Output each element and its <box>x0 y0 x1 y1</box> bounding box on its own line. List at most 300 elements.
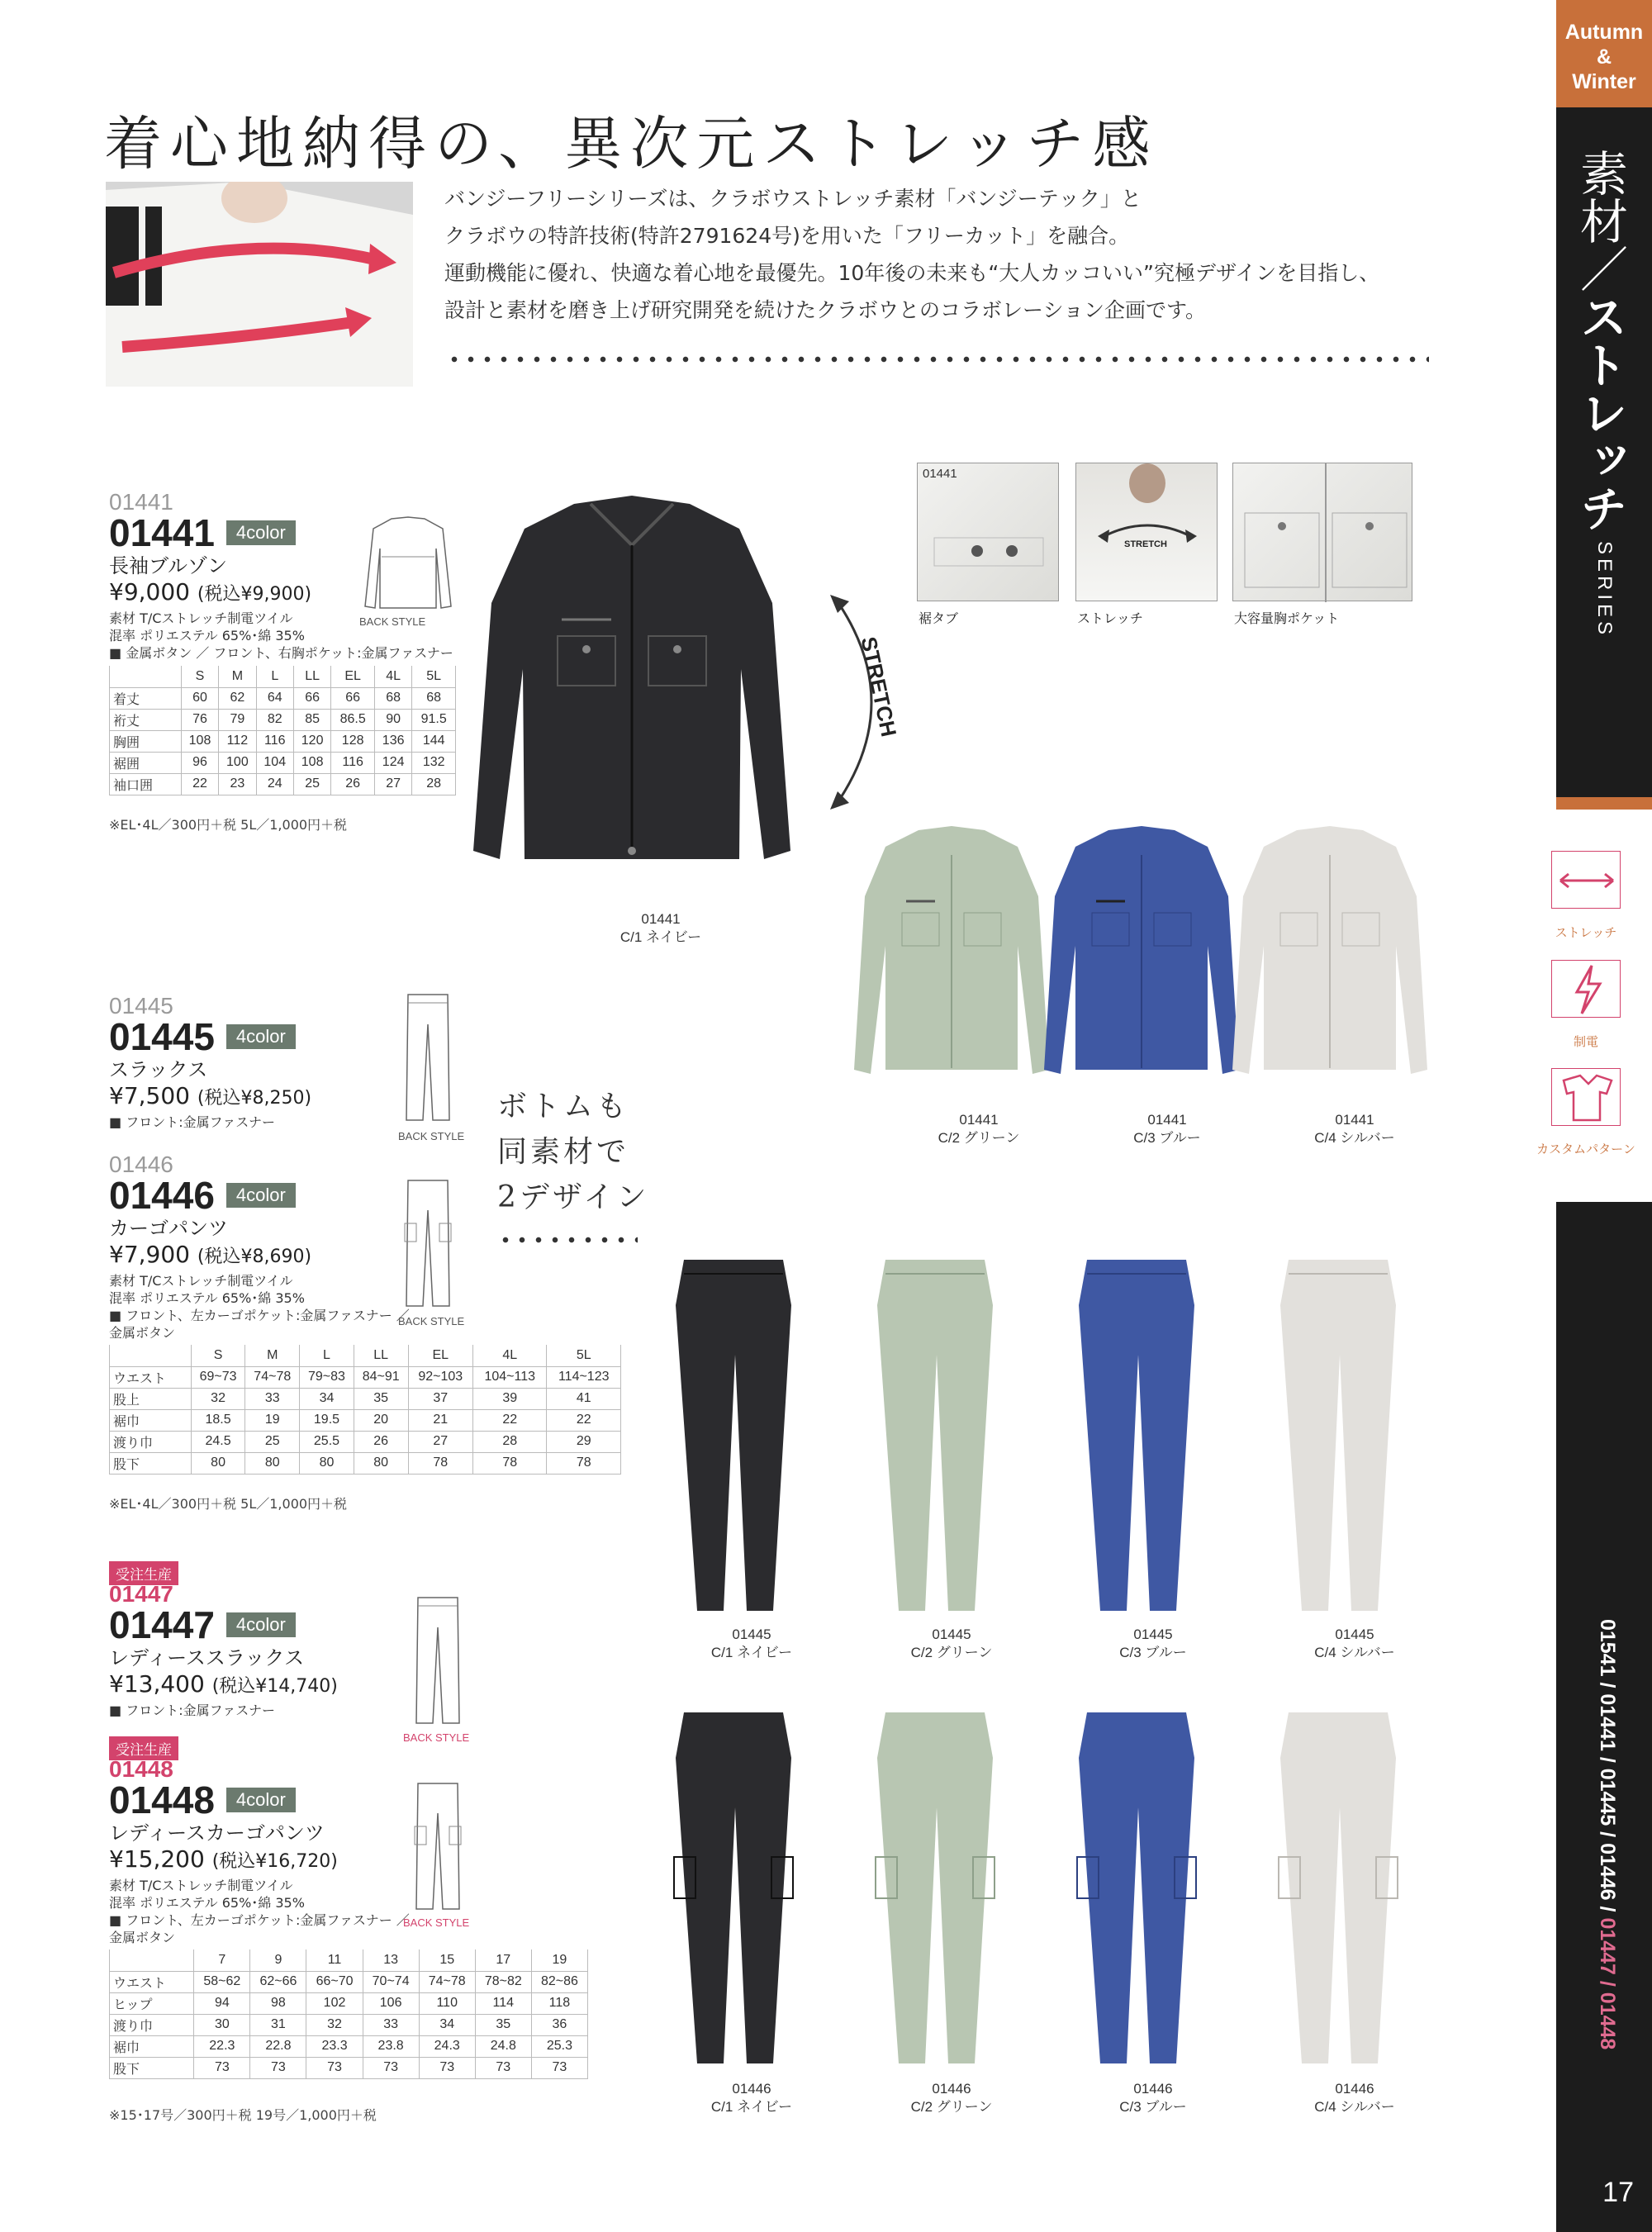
size-col-header: L <box>256 666 293 687</box>
row-header: 袖口囲 <box>110 773 182 795</box>
cargo-navy-color: C/1 ネイビー <box>710 2099 793 2115</box>
antistatic-icon <box>1551 960 1621 1018</box>
cell: 62~66 <box>250 1971 306 1992</box>
row-header: ヒップ <box>110 1992 194 2014</box>
slacks-silver-caption <box>1272 1626 1437 1662</box>
intro-dot-divider <box>446 355 1429 363</box>
table-row <box>110 1366 621 1388</box>
series-codes: 01541 / 01441 / 01445 / 01446 / <box>1596 1619 1619 1918</box>
p01447-price-tax: (税込¥14,740) <box>211 1676 338 1697</box>
p01446-spec-hardware-cont: 金属ボタン <box>109 1325 176 1341</box>
size-col-header: EL <box>331 666 375 687</box>
p01448-spec-hardware: ■ フロント、左カーゴポケット:金属ファスナー ／ <box>109 1912 410 1928</box>
p01441-price: ¥9,000 <box>109 578 190 605</box>
detail-photo-stretch-text: STRETCH <box>1124 539 1167 549</box>
cell: 85 <box>293 709 330 730</box>
custom-pattern-icon-label: カスタムパターン <box>1536 1142 1635 1156</box>
series-band <box>1556 107 1652 810</box>
row-header: 着丈 <box>110 687 182 709</box>
detail-photo-code: 01441 <box>923 467 957 481</box>
size-col-header <box>110 666 182 687</box>
row-header: 裾巾 <box>110 1409 192 1431</box>
p01447-code-small: 01447 <box>109 1581 173 1607</box>
cargo-navy-caption <box>669 2080 834 2116</box>
cell: 102 <box>306 1992 363 2014</box>
cell: 66 <box>293 687 330 709</box>
cell: 28 <box>412 773 456 795</box>
cell: 120 <box>293 730 330 752</box>
p01445-colors-badge: 4color <box>226 1024 296 1049</box>
size-col-header: S <box>191 1345 245 1366</box>
p01441-spec-material: 素材 T/Cストレッチ制電ツイル <box>109 610 293 626</box>
p01446-spec-hardware: ■ フロント、左カーゴポケット:金属ファスナー ／ <box>109 1308 410 1323</box>
cell: 70~74 <box>363 1971 419 1992</box>
cargo-green-caption <box>869 2080 1034 2116</box>
cell: 41 <box>547 1388 621 1409</box>
p01441-back-style-label: BACK STYLE <box>359 615 426 628</box>
size-col-header: 17 <box>475 1949 531 1971</box>
p01448-back-style-drawing <box>413 1780 463 1912</box>
size-col-header: LL <box>354 1345 408 1366</box>
p01445-price-tax: (税込¥8,250) <box>197 1088 312 1109</box>
table-row <box>110 730 456 752</box>
cell: 106 <box>363 1992 419 2014</box>
cell: 30 <box>194 2014 250 2035</box>
cell: 91.5 <box>412 709 456 730</box>
slacks-silver-color: C/4 シルバー <box>1314 1645 1395 1660</box>
cell: 100 <box>219 752 256 773</box>
cargo-silver-color: C/4 シルバー <box>1314 2099 1395 2115</box>
size-col-header <box>110 1949 194 1971</box>
p01441-name: 長袖ブルゾン <box>109 554 228 577</box>
detail-photo-chest-pocket <box>1232 463 1412 601</box>
jacket-main-illustration <box>467 487 797 917</box>
table-row <box>110 1431 621 1452</box>
stretch-arc-label: STRETCH <box>856 634 902 739</box>
slacks-silver-illustration <box>1272 1256 1404 1619</box>
row-header: 渡り巾 <box>110 2014 194 2035</box>
cargo-silver-code: 01446 <box>1335 2081 1374 2097</box>
cell: 25 <box>293 773 330 795</box>
p01446-back-style-drawing <box>403 1177 453 1309</box>
p01448-price: ¥15,200 <box>109 1845 205 1873</box>
size-col-header <box>110 1345 192 1366</box>
cell: 27 <box>408 1431 472 1452</box>
cell: 27 <box>374 773 411 795</box>
cell: 76 <box>181 709 218 730</box>
cell: 58~62 <box>194 1971 250 1992</box>
cell: 108 <box>181 730 218 752</box>
season-line-2: & <box>1596 45 1612 69</box>
cell: 128 <box>331 730 375 752</box>
cell: 73 <box>531 2057 587 2078</box>
cargo-green-illustration <box>869 1708 1001 2072</box>
cell: 24.8 <box>475 2035 531 2057</box>
row-header: ウエスト <box>110 1366 192 1388</box>
slacks-green-code: 01445 <box>932 1627 971 1642</box>
bottom-callout-line-2: 同素材で <box>497 1135 630 1169</box>
cell: 25.3 <box>531 2035 587 2057</box>
p01446-name: カーゴパンツ <box>109 1217 228 1240</box>
p01445-name: スラックス <box>109 1058 208 1081</box>
cargo-navy-illustration <box>667 1708 800 2072</box>
p01448-colors-badge: 4color <box>226 1788 296 1812</box>
jacket-green-code: 01441 <box>959 1112 999 1128</box>
cell: 34 <box>300 1388 354 1409</box>
cell: 33 <box>363 2014 419 2035</box>
p01441-price-tax: (税込¥9,900) <box>197 584 312 605</box>
p01447-spec-front: ■ フロント:金属ファスナー <box>109 1702 275 1718</box>
size-col-header: EL <box>408 1345 472 1366</box>
cell: 80 <box>191 1452 245 1474</box>
intro-line-1: バンジーフリーシリーズは、クラボウストレッチ素材「バンジーテック」と <box>444 187 1142 211</box>
cell: 90 <box>374 709 411 730</box>
jacket-blue-code: 01441 <box>1147 1112 1187 1128</box>
headline: 着心地納得の、異次元ストレッチ感 <box>104 110 1159 178</box>
slacks-blue-color: C/3 ブルー <box>1119 1645 1187 1660</box>
p01446-size-table <box>109 1345 621 1475</box>
row-header: 股上 <box>110 1388 192 1409</box>
cell: 69~73 <box>191 1366 245 1388</box>
cell: 73 <box>419 2057 475 2078</box>
detail-caption-chest-pocket: 大容量胸ポケット <box>1234 610 1340 626</box>
cell: 37 <box>408 1388 472 1409</box>
size-col-header: 11 <box>306 1949 363 1971</box>
cell: 79~83 <box>300 1366 354 1388</box>
cell: 73 <box>475 2057 531 2078</box>
p01448-spec-material: 素材 T/Cストレッチ制電ツイル <box>109 1878 293 1893</box>
stretch-demo-photo <box>106 182 413 387</box>
size-col-header: 13 <box>363 1949 419 1971</box>
cargo-green-code: 01446 <box>932 2081 971 2097</box>
size-col-header: M <box>245 1345 300 1366</box>
jacket-main-code: 01441 <box>641 911 681 927</box>
slacks-blue-illustration <box>1070 1256 1203 1619</box>
detail-caption-stretch: ストレッチ <box>1077 610 1143 626</box>
cell: 74~78 <box>419 1971 475 1992</box>
series-title-part1: 素材／ <box>1572 149 1628 292</box>
p01441-size-table <box>109 666 456 795</box>
p01441-price-line <box>109 578 311 605</box>
p01447-back-style-drawing <box>413 1594 463 1726</box>
jacket-green-illustration <box>852 822 1051 1103</box>
cell: 35 <box>475 2014 531 2035</box>
cell: 110 <box>419 1992 475 2014</box>
p01441-code-small: 01441 <box>109 489 173 515</box>
p01441-size-note: ※EL･4L／300円＋税 5L／1,000円＋税 <box>109 817 348 833</box>
slacks-silver-code: 01445 <box>1335 1627 1374 1642</box>
jacket-green-color: C/2 グリーン <box>938 1130 1020 1146</box>
p01446-specs <box>109 1272 410 1342</box>
cell: 39 <box>472 1388 546 1409</box>
p01447-made-to-order-tag: 受注生産 <box>109 1561 178 1585</box>
cell: 22.8 <box>250 2035 306 2057</box>
stretch-icon <box>1551 851 1621 909</box>
cell: 98 <box>250 1992 306 2014</box>
cell: 32 <box>306 2014 363 2035</box>
cell: 80 <box>300 1452 354 1474</box>
codes-band <box>1556 1202 1652 2232</box>
p01445-heading <box>109 1014 296 1059</box>
cell: 62 <box>219 687 256 709</box>
p01446-colors-badge: 4color <box>226 1183 296 1208</box>
intro-line-4: 設計と素材を磨き上げ研究開発を続けたクラボウとのコラボレーション企画です。 <box>444 298 1207 322</box>
table-row <box>110 1388 621 1409</box>
cargo-blue-color: C/3 ブルー <box>1119 2099 1187 2115</box>
jacket-blue-color: C/3 ブルー <box>1133 1130 1201 1146</box>
cell: 116 <box>331 752 375 773</box>
cell: 68 <box>412 687 456 709</box>
stretch-demo-illustration <box>106 182 413 387</box>
cargo-blue-code: 01446 <box>1133 2081 1173 2097</box>
cell: 28 <box>472 1431 546 1452</box>
cell: 136 <box>374 730 411 752</box>
table-row <box>110 687 456 709</box>
cell: 64 <box>256 687 293 709</box>
slacks-navy-illustration <box>667 1256 800 1619</box>
row-header: 渡り巾 <box>110 1431 192 1452</box>
p01448-made-to-order-tag: 受注生産 <box>109 1736 178 1760</box>
slacks-navy-caption <box>669 1626 834 1662</box>
size-col-header: 4L <box>374 666 411 687</box>
size-col-header: LL <box>293 666 330 687</box>
cell: 73 <box>250 2057 306 2078</box>
table-row <box>110 1992 588 2014</box>
jacket-blue-caption <box>1085 1111 1250 1147</box>
detail-photo-hem-tab <box>917 463 1059 601</box>
series-label: SERIES <box>1593 541 1616 639</box>
table-row <box>110 773 456 795</box>
row-header: 裄丈 <box>110 709 182 730</box>
p01448-size-note: ※15･17号／300円＋税 19号／1,000円＋税 <box>109 2107 377 2123</box>
row-header: 股下 <box>110 2057 194 2078</box>
p01447-code: 01447 <box>109 1603 215 1646</box>
p01441-code: 01441 <box>109 511 215 554</box>
p01447-price: ¥13,400 <box>109 1670 205 1698</box>
p01448-heading <box>109 1778 296 1822</box>
cell: 114~123 <box>547 1366 621 1388</box>
size-col-header: 4L <box>472 1345 546 1366</box>
p01441-spec-hardware: ■ 金属ボタン ／ フロント、右胸ポケット:金属ファスナー <box>109 645 453 661</box>
bottom-callout <box>497 1084 649 1220</box>
cell: 132 <box>412 752 456 773</box>
slacks-blue-code: 01445 <box>1133 1627 1173 1642</box>
p01447-name: レディーススラックス <box>109 1646 305 1669</box>
cell: 22 <box>547 1409 621 1431</box>
p01445-code: 01445 <box>109 1015 215 1058</box>
cell: 22 <box>472 1409 546 1431</box>
cell: 24.3 <box>419 2035 475 2057</box>
cell: 23 <box>219 773 256 795</box>
cargo-silver-caption <box>1272 2080 1437 2116</box>
p01447-colors-badge: 4color <box>226 1612 296 1637</box>
cell: 74~78 <box>245 1366 300 1388</box>
slacks-blue-caption <box>1070 1626 1236 1662</box>
cell: 116 <box>256 730 293 752</box>
p01448-spec-blend: 混率 ポリエステル 65%･綿 35% <box>109 1895 305 1911</box>
row-header: 胸囲 <box>110 730 182 752</box>
p01448-specs <box>109 1877 410 1946</box>
jacket-main-caption <box>578 910 743 947</box>
cell: 36 <box>531 2014 587 2035</box>
cell: 144 <box>412 730 456 752</box>
table-row <box>110 2014 588 2035</box>
cell: 84~91 <box>354 1366 408 1388</box>
cell: 25.5 <box>300 1431 354 1452</box>
cell: 78 <box>472 1452 546 1474</box>
row-header: 裾囲 <box>110 752 182 773</box>
page-number: 17 <box>1602 2177 1634 2208</box>
slacks-green-illustration <box>869 1256 1001 1619</box>
cell: 104~113 <box>472 1366 546 1388</box>
cell: 82 <box>256 709 293 730</box>
size-col-header: 9 <box>250 1949 306 1971</box>
size-col-header: 5L <box>547 1345 621 1366</box>
cell: 66~70 <box>306 1971 363 1992</box>
cell: 108 <box>293 752 330 773</box>
p01445-back-style-drawing <box>403 991 453 1123</box>
cell: 124 <box>374 752 411 773</box>
cell: 20 <box>354 1409 408 1431</box>
p01446-code: 01446 <box>109 1174 215 1217</box>
cell: 92~103 <box>408 1366 472 1388</box>
cell: 73 <box>194 2057 250 2078</box>
table-row <box>110 1452 621 1474</box>
cell: 78 <box>408 1452 472 1474</box>
p01448-code: 01448 <box>109 1778 215 1821</box>
cell: 78 <box>547 1452 621 1474</box>
jacket-green-caption <box>896 1111 1061 1147</box>
slacks-green-color: C/2 グリーン <box>910 1645 993 1660</box>
series-title-part2: ストレッチ <box>1572 292 1628 532</box>
season-line-3: Winter <box>1572 70 1636 93</box>
cell: 22.3 <box>194 2035 250 2057</box>
cell: 35 <box>354 1388 408 1409</box>
detail-photo-stretch <box>1075 463 1218 601</box>
size-col-header: 5L <box>412 666 456 687</box>
jacket-silver-color: C/4 シルバー <box>1314 1130 1395 1146</box>
cargo-navy-code: 01446 <box>732 2081 771 2097</box>
p01448-spec-hardware-cont: 金属ボタン <box>109 1930 176 1945</box>
antistatic-icon-label: 制電 <box>1573 1034 1598 1049</box>
jacket-silver-code: 01441 <box>1335 1112 1374 1128</box>
cell: 82~86 <box>531 1971 587 1992</box>
cell: 23.8 <box>363 2035 419 2057</box>
row-header: 裾巾 <box>110 2035 194 2057</box>
p01441-heading <box>109 511 296 555</box>
series-codes-pink: 01447 / 01448 <box>1596 1917 1619 2050</box>
p01445-code-small: 01445 <box>109 993 173 1019</box>
size-col-header: 7 <box>194 1949 250 1971</box>
p01447-price-line <box>109 1670 338 1698</box>
cell: 114 <box>475 1992 531 2014</box>
bottom-callout-dots <box>497 1236 638 1244</box>
p01445-price: ¥7,500 <box>109 1082 190 1109</box>
row-header: ウエスト <box>110 1971 194 1992</box>
cell: 94 <box>194 1992 250 2014</box>
size-col-header: 15 <box>419 1949 475 1971</box>
jacket-silver-caption <box>1272 1111 1437 1147</box>
cell: 23.3 <box>306 2035 363 2057</box>
p01447-back-style-label: BACK STYLE <box>403 1731 470 1744</box>
cell: 31 <box>250 2014 306 2035</box>
table-row <box>110 1971 588 1992</box>
cell: 25 <box>245 1431 300 1452</box>
p01445-spec-front: ■ フロント:金属ファスナー <box>109 1114 275 1130</box>
table-row <box>110 709 456 730</box>
p01446-heading <box>109 1173 296 1218</box>
slacks-green-caption <box>869 1626 1034 1662</box>
p01448-size-table <box>109 1949 588 2079</box>
cell: 19.5 <box>300 1409 354 1431</box>
stretch-icon-label: ストレッチ <box>1555 925 1617 940</box>
size-col-header: 19 <box>531 1949 587 1971</box>
cell: 26 <box>331 773 375 795</box>
cell: 18.5 <box>191 1409 245 1431</box>
cargo-blue-caption <box>1070 2080 1236 2116</box>
cargo-blue-illustration <box>1070 1708 1203 2072</box>
p01448-price-tax: (税込¥16,720) <box>211 1851 338 1872</box>
cell: 34 <box>419 2014 475 2035</box>
detail-caption-hem-tab: 裾タブ <box>919 610 959 626</box>
cell: 73 <box>363 2057 419 2078</box>
size-col-header: M <box>219 666 256 687</box>
bottom-callout-line-1: ボトムも <box>497 1090 630 1123</box>
table-row <box>110 2035 588 2057</box>
p01446-price-tax: (税込¥8,690) <box>197 1247 312 1267</box>
row-header: 股下 <box>110 1452 192 1474</box>
p01448-back-style-label: BACK STYLE <box>403 1916 470 1929</box>
table-row <box>110 1409 621 1431</box>
cell: 60 <box>181 687 218 709</box>
cell: 68 <box>374 687 411 709</box>
band-divider <box>1556 797 1652 810</box>
cell: 66 <box>331 687 375 709</box>
cell: 32 <box>191 1388 245 1409</box>
p01446-price: ¥7,900 <box>109 1241 190 1268</box>
season-line-1: Autumn <box>1564 21 1644 44</box>
cell: 80 <box>245 1452 300 1474</box>
p01447-heading <box>109 1603 296 1647</box>
cell: 104 <box>256 752 293 773</box>
cell: 21 <box>408 1409 472 1431</box>
intro-text <box>444 180 1379 329</box>
cell: 96 <box>181 752 218 773</box>
cell: 26 <box>354 1431 408 1452</box>
p01445-price-line <box>109 1082 311 1109</box>
custom-pattern-icon <box>1551 1068 1621 1126</box>
cell: 22 <box>181 773 218 795</box>
table-row <box>110 2057 588 2078</box>
p01448-name: レディースカーゴパンツ <box>109 1821 325 1845</box>
intro-line-2: クラボウの特許技術(特許2791624号)を用いた「フリーカット」を融合。 <box>444 224 1130 248</box>
p01445-back-style-label: BACK STYLE <box>398 1130 465 1142</box>
p01446-spec-blend: 混率 ポリエステル 65%･綿 35% <box>109 1290 305 1306</box>
slacks-navy-code: 01445 <box>732 1627 771 1642</box>
jacket-silver-illustration <box>1231 822 1429 1103</box>
p01448-price-line <box>109 1845 338 1873</box>
cell: 19 <box>245 1409 300 1431</box>
cell: 33 <box>245 1388 300 1409</box>
cell: 29 <box>547 1431 621 1452</box>
p01446-back-style-label: BACK STYLE <box>398 1315 465 1327</box>
cell: 78~82 <box>475 1971 531 1992</box>
cell: 112 <box>219 730 256 752</box>
p01441-colors-badge: 4color <box>226 520 296 545</box>
size-col-header: S <box>181 666 218 687</box>
bottom-callout-line-3: 2デザイン <box>497 1180 650 1214</box>
cell: 80 <box>354 1452 408 1474</box>
